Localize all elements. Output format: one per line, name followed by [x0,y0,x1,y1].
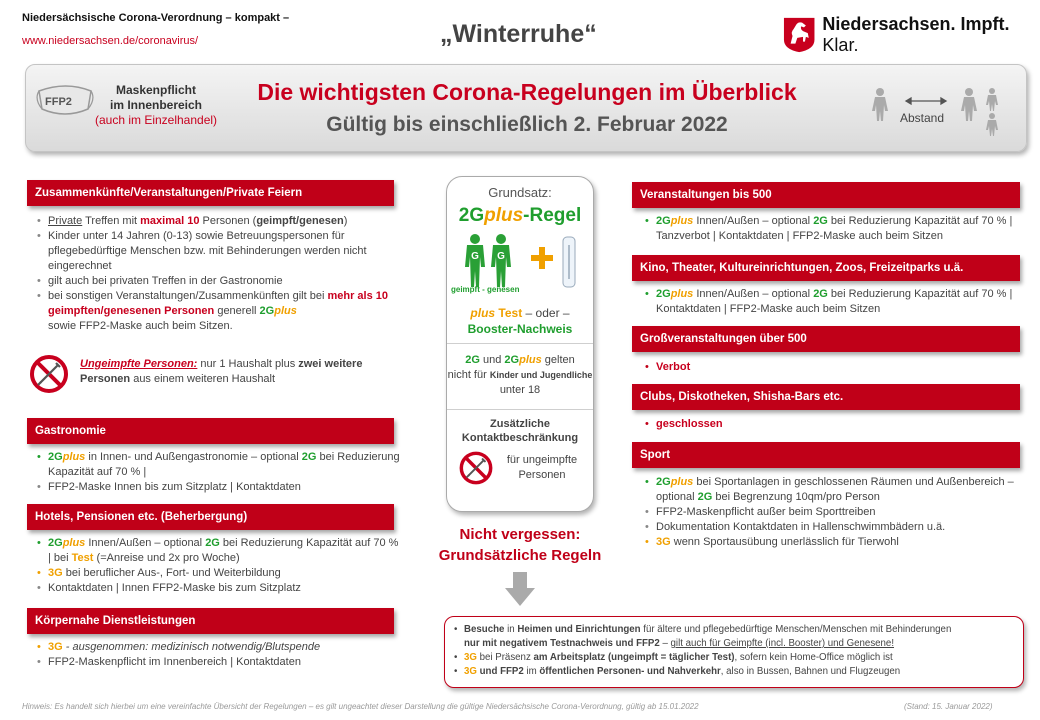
text: generell [214,305,260,317]
text-gilt-auch: gilt auch für Geimpfte (incl. Booster) und Genesene! [670,638,895,649]
text: – [659,638,671,649]
grundsaetzliche-regeln-box [444,616,1024,688]
text-besuche: Besuche [464,624,505,635]
list-kino [642,287,1022,317]
plus-test-booster [447,305,593,337]
list-item [642,214,1022,244]
section-header-hotels: Hotels, Pensionen etc. (Beherbergung) [27,504,394,530]
text-test: Test [498,306,523,320]
text: bei Reduzierung Kapazität auf 70 % | bei [48,537,399,564]
text: unter 18 [499,384,541,396]
not-for-children [447,353,593,398]
text-kinder: Kinder und Jugendliche [489,370,593,380]
text-3g: 3G [656,536,671,548]
text-private: Private [48,215,83,227]
footer-hinweis: Hinweis: Es handelt sich hierbei um eine vereinfachte Übersicht der Regelungen – es gilt ungeachtet dieser Darstellung die gültige Niedersächsische Corona-Verordnung, gültig ab 15.01.2022 [22,702,699,711]
section-header-koerpernahe: Körpernahe Dienstleistungen [27,608,394,634]
text-2g: 2G [458,205,485,226]
mask-line1: Maskenpflicht [115,83,196,97]
text: bei Reduzierung Kapazität auf 70 % | Kontaktdaten | FFP2-Maske auch beim Sitzen [656,288,1013,315]
nicht-vergessen [420,524,620,566]
list-grundregeln [451,623,1019,679]
fuer-ungeimpfte: für ungeimpfte Personen [506,454,578,481]
text: in Innen- und Außengastronomie – optional [85,451,302,463]
horse-logo-icon [783,16,815,54]
text: in [504,624,518,635]
list-item [642,475,1022,505]
text-3g: 3G [464,652,477,663]
list-item [451,623,1019,651]
text: Innen/Außen – optional [693,288,814,300]
text-plus: plus [62,537,86,549]
list-grossveranstaltungen [642,360,1022,375]
text: wenn Sportausübung unerlässlich für Tierwohl [670,536,899,548]
list-item [642,535,1022,550]
text-plus: plus [274,305,297,317]
text-plus: plus [62,451,86,463]
text-2g: 2G [259,305,275,317]
text: (=Anreise und 2x pro Woche) [93,552,240,564]
text: nicht für [447,369,490,381]
text-regel: -Regel [523,205,582,226]
text: gelten [541,354,575,366]
section-header-veranstaltungen-500: Veranstaltungen bis 500 [632,182,1020,208]
text-2g: 2G [813,215,828,227]
header-url-link[interactable]: www.niedersachsen.de/coronavirus/ [22,35,199,47]
section-header-grossveranstaltungen: Großveranstaltungen über 500 [632,326,1020,352]
text-booster: Booster-Nachweis [467,322,573,336]
text: für ältere und pflegebedürftige Menschen/Menschen mit Behinderungen [640,624,952,635]
text-geimpft: geimpft/genesen [256,215,344,227]
text-2g: 2G [48,451,63,463]
list-item [642,287,1022,317]
arrow-down-icon [505,572,535,606]
divider [447,409,593,410]
text-2g: 2G [504,354,520,366]
text-2g: 2G [813,288,828,300]
geimpft-genesen-label: geimpft - genesen [451,285,520,294]
text-2g: 2G [465,354,480,366]
ungeimpft-rule [80,357,400,387]
list-item: • FFP2-Maskenpflicht im Innenbereich | Kontaktdaten [34,655,402,670]
list-sport [642,475,1022,550]
nicht-vergessen-line1: Nicht vergessen: [459,526,581,543]
list-item [34,289,402,334]
text-zwei-weitere: zwei weitere Personen [80,358,363,385]
brand-bold: Niedersachsen. Impft. [822,14,1010,34]
text-plus: plus [670,288,694,300]
distance-label: Abstand [900,111,945,125]
list-item [642,417,1022,432]
text-mehr-als-10: mehr als 10 geimpften/genesenen Personen [48,290,388,317]
text-oepnv: öffentlichen Personen- und Nahverkehr [539,666,721,677]
text: sowie FFP2-Maske auch beim Sitzen. [48,320,233,332]
text-2g: 2G [205,537,220,549]
text-plus: plus [670,215,694,227]
mask-line3: (auch im Einzelhandel) [94,113,218,127]
geimpft-genesen-test-icon [463,233,581,289]
banner-subtitle: Gültig bis einschließlich 2. Februar 2022 [326,113,728,136]
text-2g: 2G [656,476,671,488]
list-item [642,360,1022,375]
text: ) [343,215,348,227]
text: Treffen mit [82,215,141,227]
text: im [523,666,540,677]
list-veranstaltungen-500 [642,214,1022,244]
brand-text [822,14,1040,56]
winterruhe-title: „Winterruhe“ [440,20,597,48]
text: , sofern kein Home-Office möglich ist [734,652,893,663]
text-plus: plus [470,306,496,320]
mask-line2: im Innenbereich [109,98,203,112]
section-header-clubs: Clubs, Diskotheken, Shisha-Bars etc. [632,384,1020,410]
list-item [451,651,1019,665]
text: bei Sportanlagen in geschlossenen Räumen und Außenbereich – optional [656,476,1014,503]
divider [447,343,593,344]
section-header-sport: Sport [632,442,1020,468]
list-item: • Dokumentation Kontaktdaten in Hallenschwimmbädern u.ä. [642,520,1022,535]
text-2g: 2G [48,537,63,549]
text: Innen/Außen – optional [693,215,814,227]
list-clubs [642,417,1022,432]
text: und [476,666,501,677]
footer-stand: (Stand: 15. Januar 2022) [904,702,993,711]
nicht-vergessen-line2: Grundsätzliche Regeln [438,547,602,564]
mask-label: FFP2 [45,96,72,108]
no-vaccine-icon [457,449,495,487]
text: und [479,354,505,366]
text: Personen ( [199,215,257,227]
section-header-zusammenkuenfte: Zusammenkünfte/Veranstaltungen/Private Feiern [27,180,394,206]
rule-2gplus [447,205,593,227]
text-3g: 3G [48,641,63,653]
no-vaccine-icon [27,354,71,394]
svg-text:G: G [471,251,479,262]
text: aus einem weiteren Haushalt [130,373,276,385]
text: bei beruflicher Aus-, Fort- und Weiterbildung [62,567,281,579]
list-item [34,536,402,566]
brand-light: Klar. [822,35,859,55]
list-item [34,566,402,581]
section-header-gastronomie: Gastronomie [27,418,394,444]
text-max: maximal 10 [140,215,200,227]
text-geschlossen: geschlossen [656,418,723,430]
section-header-kino: Kino, Theater, Kultureinrichtungen, Zoos, Freizeitparks u.ä. [632,255,1020,281]
banner-title: Die wichtigsten Corona-Regelungen im Überblick [257,79,797,105]
svg-text:G: G [497,251,505,262]
text: nur 1 Haushalt plus [197,358,299,370]
list-koerpernahe [34,640,402,670]
list-gastronomie [34,450,402,495]
brand-logo [783,14,1040,56]
text: - ausgenommen: medizinisch notwendig/Blutspende [62,641,321,653]
title-banner [25,64,1027,152]
header-left [22,12,289,47]
text-oder: – oder – [522,306,570,320]
text-plus: plus [519,354,542,366]
text-negativ-test: nur mit negativem Testnachweis und FFP2 [464,638,660,649]
text-heime: Heimen und Einrichtungen [517,624,641,635]
list-item: • FFP2-Maske Innen bis zum Sitzplatz | Kontaktdaten [34,480,402,495]
text-3g: 3G [464,666,477,677]
distance-rule [866,85,1006,140]
text: Innen/Außen – optional [85,537,206,549]
ungeimpft-label: Ungeimpfte Personen: [80,358,198,370]
list-item: • Kinder unter 14 Jahren (0-13) sowie Betreuungspersonen für pflegebedürftige Menschen bzw. mit Behinderungen werden nicht eingerechnet [34,229,402,274]
list-item [34,640,402,655]
zusaetzliche-beschraenkung: Zusätzliche Kontaktbeschränkung [461,418,579,444]
text: bei Präsenz [476,652,534,663]
text-2g: 2G [656,288,671,300]
text-2g: 2G [697,491,713,503]
list-item [34,450,402,480]
text-test: Test [71,552,94,564]
grundsatz-label: Grundsatz: [488,185,552,200]
list-hotels [34,536,402,596]
text: , also in Bussen, Bahnen und Flugzeugen [720,666,901,677]
list-item: • FFP2-Maskenpflicht außer beim Sporttreiben [642,505,1022,520]
text-2g: 2G [301,451,317,463]
list-item: • Kontaktdaten | Innen FFP2-Maske bis zum Sitzplatz [34,581,402,596]
text-plus: plus [484,205,524,226]
grundsatz-panel [446,176,594,512]
text: bei Reduzierung Kapazität auf 70 % | [48,451,400,478]
text-3g: 3G [48,567,63,579]
text-plus: plus [670,476,694,488]
text-ffp2: FFP2 [500,666,524,677]
text: bei sonstigen Veranstaltungen/Zusammenkünften gilt bei [48,290,328,302]
list-item: • gilt auch bei privaten Treffen in der Gastronomie [34,274,402,289]
text: bei Reduzierung Kapazität auf 70 % | Tanzverbot | Kontaktdaten | FFP2-Maske auch beim Sitzen [656,215,1013,242]
list-zusammenkuenfte [34,214,402,334]
list-item [34,214,402,229]
text-arbeitsplatz: am Arbeitsplatz (ungeimpft = täglicher Test) [533,652,735,663]
text-verbot: Verbot [656,361,691,373]
header-title: Niedersächsische Corona-Verordnung – kompakt – [22,12,290,24]
text: bei Begrenzung 10qm/pro Person [712,491,880,503]
text-2g: 2G [656,215,671,227]
list-item [451,665,1019,679]
